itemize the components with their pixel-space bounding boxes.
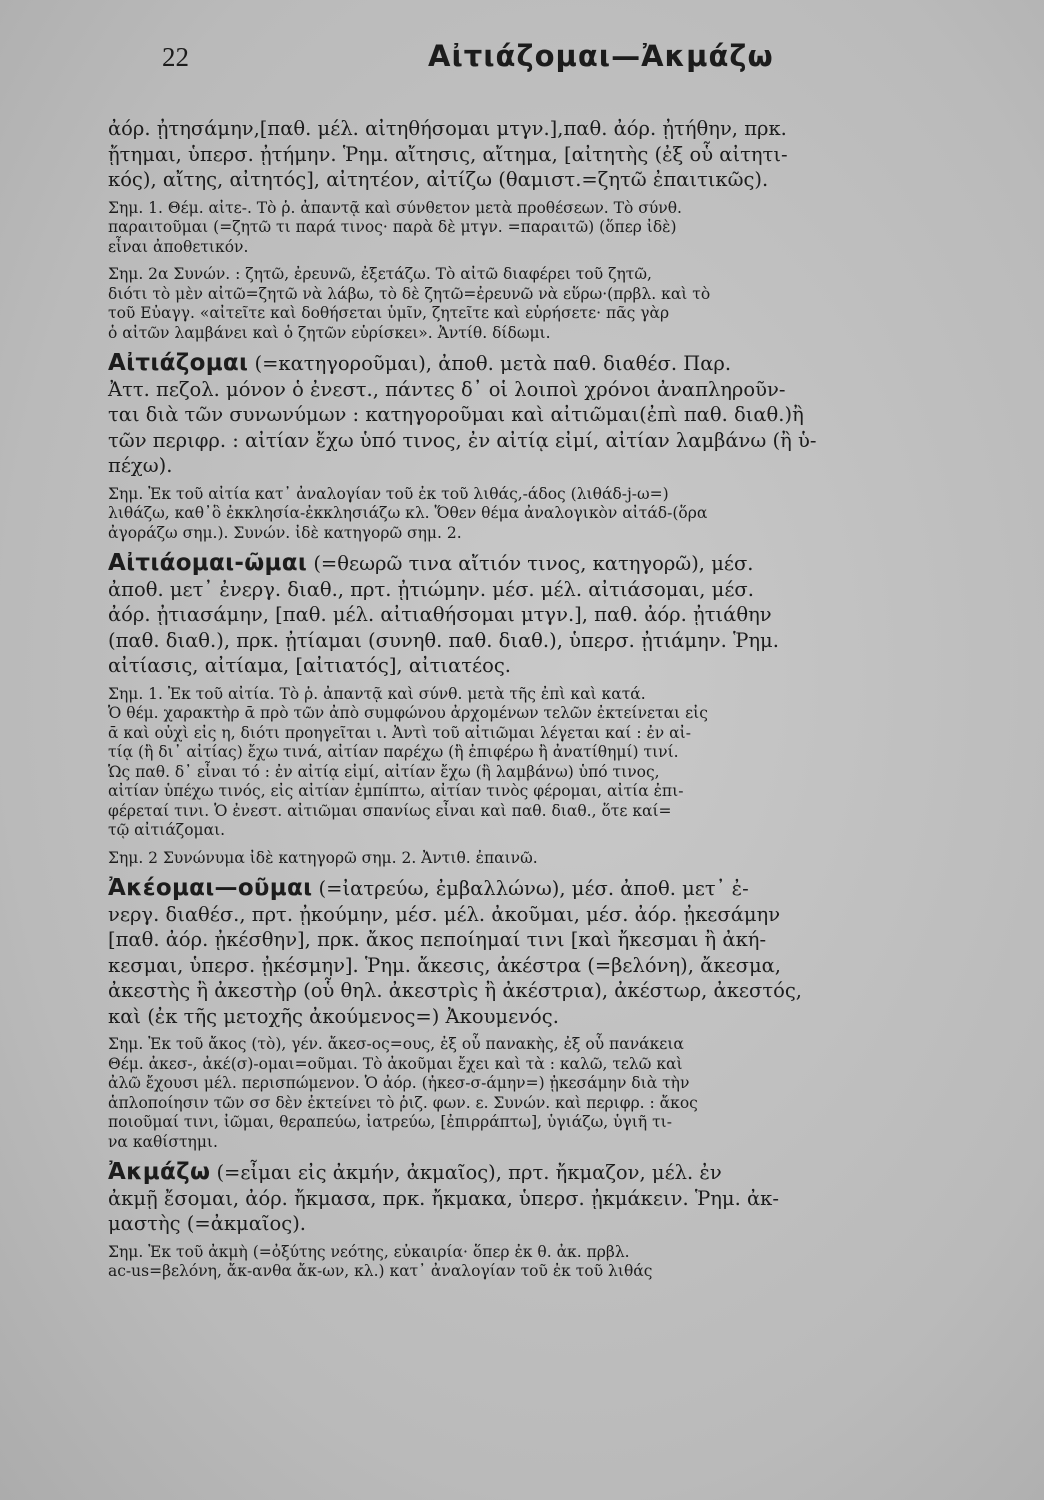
entry-akmazo <box>108 1160 1014 1282</box>
entry-note: Σημ. 1. Θέμ. αἰτε-. Τὸ ῥ. ἀπαντᾷ καὶ σύνθετον μετὰ προθέσεων. Τὸ σύνθ. παραιτοῦμαι (=ζητῶ τι παρά τινος· παρὰ δὲ μτγν. =παραιτῶ) (ὅπερ ἰδὲ) εἶναι ἀποθετικόν. <box>108 198 682 256</box>
entry-paragraph <box>108 876 1014 1029</box>
entry-paragraph <box>108 351 1014 479</box>
entry-definition: (=ἰατρεύω, ἐμβαλλώνω), μέσ. ἀποθ. μετ᾽ ἐ- νεργ. διαθέσ., πρτ. ᾐκούμην, μέσ. μέλ. ἀκοῦμαι, μέσ. ἀόρ. ᾐκεσάμην [παθ. ἀόρ. ᾐκέσθην], πρκ. ἄκος πεποίημαί τινι [καὶ ἤκεσμαι ἢ ἀκή- κεσμαι, ὑπερσ. ᾐκέσμην]. Ῥημ. ἄκεσις, ἀκέστρα (=βελόνη), ἄκεσμα, ἀκεστὴς ἢ ἀκεστὴρ (οὗ θηλ. ἀκεστρὶς ἢ ἀκέστρια), ἀκέστωρ, ἀκεστός, καὶ (ἐκ τῆς μετοχῆς ἀκούμενος=) Ἀκουμενός. <box>108 877 802 1028</box>
entry-note: Σημ. Ἐκ τοῦ ἄκος (τὸ), γέν. ἄκεσ-ος=ους, ἐξ οὗ πανακὴς, ἐξ οὗ πανάκεια Θέμ. ἀκεσ-, ἀκέ(σ)-ομαι=οῦμαι. Τὸ ἀκοῦμαι ἔχει καὶ τὰ : καλῶ, τελῶ καὶ ἀλῶ ἔχουσι μέλ. περισπώμενον. Ὁ ἀόρ. (ἠκεσ-σ-άμην=) ᾐκεσάμην διὰ τὴν ἁπλοποίησιν τῶν σσ δὲν ἐκτείνει τὸ ῥιζ. φων. ε. Συνών. καὶ περιφρ. : ἄκος ποιοῦμαί τινι, ἰῶμαι, θεραπεύω, ἰατρεύω, [ἐπιρράπτω], ὑγιάζω, ὑγιῆ τι- να καθίστημι. <box>108 1035 698 1151</box>
entry-note: Σημ. 2 Συνώνυμα ἰδὲ κατηγορῶ σημ. 2. Ἀντιθ. ἐπαινῶ. <box>108 848 538 867</box>
page-number: 22 <box>162 42 189 72</box>
entry-definition: (=εἶμαι εἰς ἀκμήν, ἀκμαῖος), πρτ. ἤκμαζον, μέλ. ἐν ἀκμῇ ἔσομαι, ἀόρ. ἤκμασα, πρκ. ἤκμακα, ὑπερσ. ᾐκμάκειν. Ῥημ. ἀκ- μαστὴς (=ἀκμαῖος). <box>108 1161 779 1235</box>
entry-lemma: Ἀκμάζω <box>108 1159 211 1185</box>
entry-note: Σημ. 2α Συνών. : ζητῶ, ἐρευνῶ, ἐξετάζω. Τὸ αἰτῶ διαφέρει τοῦ ζητῶ, διότι τὸ μὲν αἰτῶ=ζητῶ νὰ λάβω, τὸ δὲ ζητῶ=ἐρευνῶ νὰ εὕρω·(πρβλ. καὶ τὸ τοῦ Εὐαγγ. «αἰτεῖτε καὶ δοθήσεται ὑμῖν, ζητεῖτε καὶ εὑρήσετε· πᾶς γὰρ ὁ αἰτῶν λαμβάνει καὶ ὁ ζητῶν εὑρίσκει». Ἀντίθ. δίδωμι. <box>108 265 711 342</box>
entry-definition: (=θεωρῶ τινα αἴτιόν τινος, κατηγορῶ), μέσ. ἀποθ. μετ᾽ ἐνεργ. διαθ., πρτ. ᾐτιώμην. μέσ. μέλ. αἰτιάσομαι, μέσ. ἀόρ. ᾐτιασάμην, [παθ. μέλ. αἰτιαθήσομαι μτγν.], παθ. ἀόρ. ᾐτιάθην (παθ. διαθ.), πρκ. ᾐτίαμαι (συνηθ. παθ. διαθ.), ὑπερσ. ᾐτιάμην. Ῥημ. αἰτίασις, αἰτίαμα, [αἰτιατός], αἰτιατέος. <box>108 552 779 677</box>
entry-akeomai <box>108 876 1014 1152</box>
entry-note: Σημ. 1. Ἐκ τοῦ αἰτία. Τὸ ῥ. ἀπαντᾷ καὶ σύνθ. μετὰ τῆς ἐπὶ καὶ κατά. Ὁ θέμ. χαρακτὴρ ᾱ πρὸ τῶν ἀπὸ συμφώνου ἀρχομένων τελῶν ἐκτείνεται εἰς ᾱ καὶ οὐχὶ εἰς η, διότι προηγεῖται ι. Ἀντὶ τοῦ αἰτιῶμαι λέγεται καί : ἐν αἰ- τίᾳ (ἢ δι᾽ αἰτίας) ἔχω τινά, αἰτίαν παρέχω (ἢ ἐπιφέρω ἢ ἀνατίθημί) τινί. Ὡς παθ. δ᾽ εἶναι τό : ἐν αἰτίᾳ εἰμί, αἰτίαν ἔχω (ἢ λαμβάνω) ὑπό τινος, αἰτίαν ὑπέχω τινός, εἰς αἰτίαν ἐμπίπτω, αἰτίαν τινὸς φέρομαι, αἰτία ἐπι- φέρεταί τινι. Ὁ ἐνεστ. αἰτιῶμαι σπανίως εἶναι καὶ παθ. διαθ., ὅτε καί= τῷ αἰτιάζομαι. <box>108 684 708 839</box>
entry-paragraph <box>108 1160 1014 1237</box>
entry-definition: (=κατηγοροῦμαι), ἀποθ. μετὰ παθ. διαθέσ. Παρ. Ἀττ. πεζολ. μόνον ὁ ἐνεστ., πάντες δ᾽ οἱ λοιποὶ χρόνοι ἀναπληροῦν- ται διὰ τῶν συνωνύμων : κατηγοροῦμαι καὶ αἰτιῶμαι(ἐπὶ παθ. διαθ.)ἢ τῶν περιφρ. : αἰτίαν ἔχω ὑπό τινος, ἐν αἰτίᾳ εἰμί, αἰτίαν λαμβάνω (ἢ ὑ- πέχω). <box>108 352 817 477</box>
page-header <box>108 36 1014 86</box>
entry-aitiaomai <box>108 551 1014 868</box>
entry-lemma: Αἰτιάομαι-ῶμαι <box>108 550 308 576</box>
entry-note: Σημ. Ἐκ τοῦ αἰτία κατ᾽ ἀναλογίαν τοῦ ἐκ τοῦ λιθάς,-άδος (λιθάδ-j-ω=) λιθάζω, καθ᾽ὃ ἐκκλησία-ἐκκλησιάζω κλ. Ὅθεν θέμα ἀναλογικὸν αἰτάδ-(ὅρα ἀγοράζω σημ.). Συνών. ἰδὲ κατηγορῶ σημ. 2. <box>108 484 708 542</box>
running-head: Αἰτιάζομαι—Ἀκμάζω <box>428 39 774 73</box>
entry-lemma: Ἀκέομαι—οῦμαι <box>108 875 313 901</box>
entry-lemma: Αἰτιάζομαι <box>108 350 249 376</box>
continued-entry <box>108 116 1014 343</box>
continued-entry-text: ἀόρ. ᾐτησάμην,[παθ. μέλ. αἰτηθήσομαι μτγν.],παθ. ἀόρ. ᾐτήθην, πρκ. ᾔτημαι, ὑπερσ. ᾐτήμην. Ῥημ. αἴτησις, αἴτημα, [αἰτητὴς (ἐξ οὗ αἰτητι- κός), αἴτης, αἰτητός], αἰτητέον, αἰτίζω (θαμιστ.=ζητῶ ἐπαιτικῶς). <box>108 117 788 191</box>
entry-aitiazomai <box>108 351 1014 543</box>
entry-paragraph <box>108 551 1014 679</box>
entry-note: Σημ. Ἐκ τοῦ ἀκμὴ (=ὀξύτης νεότης, εὐκαιρία· ὅπερ ἐκ θ. ἀκ. πρβλ. ac-us=βελόνη, ἄκ-ανθα ἄκ-ων, κλ.) κατ᾽ ἀναλογίαν τοῦ ἐκ τοῦ λιθάς <box>108 1242 653 1280</box>
